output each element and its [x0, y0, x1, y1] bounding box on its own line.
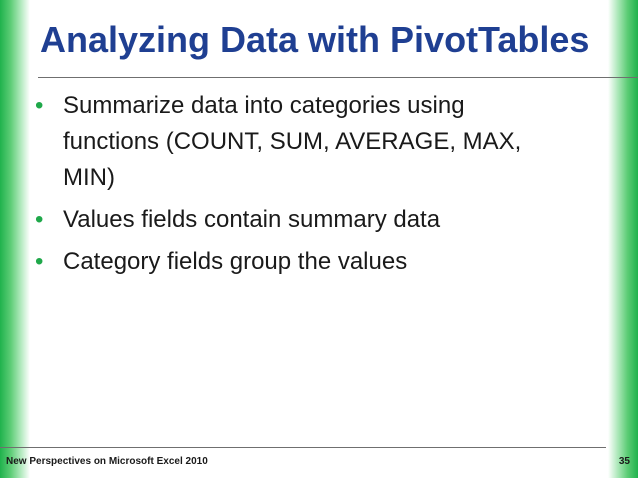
page-number: 35	[618, 456, 630, 467]
list-item	[35, 202, 555, 238]
title-divider	[38, 77, 638, 78]
bullet-text: Values fields contain summary data	[63, 206, 441, 233]
footer-caption: New Perspectives on Microsoft Excel 2010	[6, 456, 208, 467]
list-item	[35, 244, 555, 280]
bullet-icon: •	[35, 206, 44, 233]
bullet-text: Category fields group the values	[63, 248, 408, 275]
list-item	[35, 88, 555, 196]
bullet-icon: •	[35, 248, 44, 275]
bullet-icon: •	[35, 92, 44, 119]
bullet-list	[35, 88, 555, 286]
left-green-border	[0, 0, 30, 478]
right-green-border	[608, 0, 638, 478]
footer-divider	[0, 447, 606, 448]
bullet-text: Summarize data into categories using functions (COUNT, SUM, AVERAGE, MAX, MIN)	[63, 92, 522, 191]
slide-title: Analyzing Data with PivotTables	[40, 19, 590, 60]
